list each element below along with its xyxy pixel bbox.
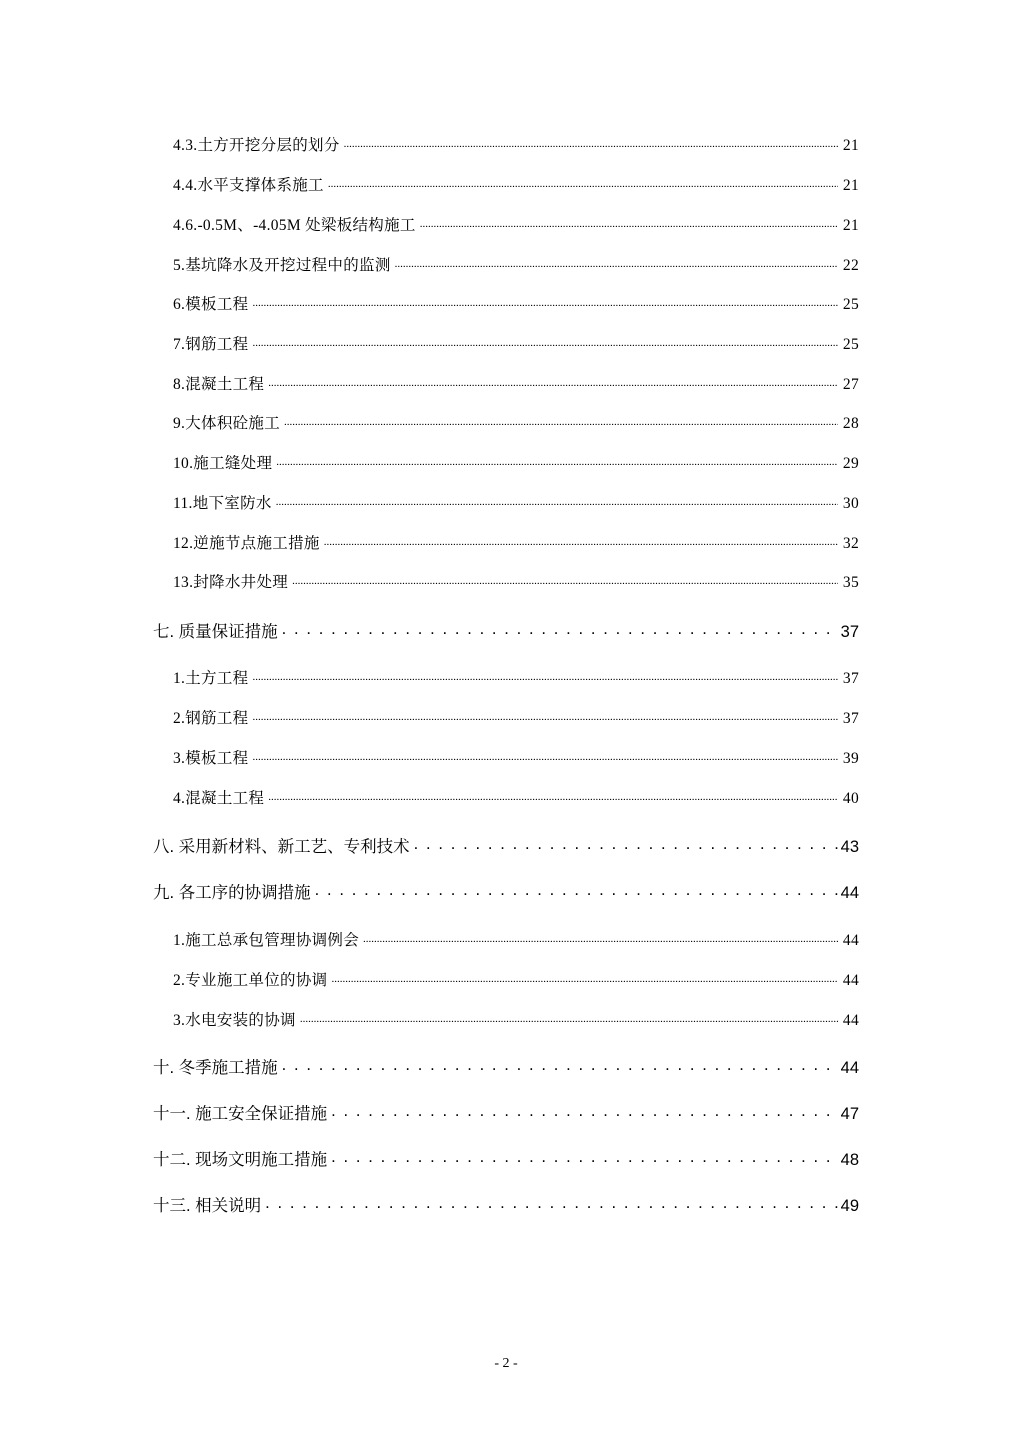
- toc-entry[interactable]: [173, 133, 859, 155]
- toc-chapter-entry[interactable]: [153, 618, 859, 642]
- toc-entry-title: 13.封降水井处理: [173, 574, 289, 592]
- toc-entry-page: 44: [840, 1059, 859, 1077]
- toc-entry[interactable]: [173, 491, 859, 513]
- toc-entry[interactable]: [173, 1008, 859, 1030]
- toc-entry-title: 10.施工缝处理: [173, 455, 273, 473]
- toc-dot-leader: [252, 746, 838, 763]
- toc-entry-page: 44: [840, 884, 859, 902]
- toc-entry-page: 32: [842, 535, 859, 553]
- toc-entry[interactable]: [173, 570, 859, 592]
- toc-entry-title: 2.专业施工单位的协调: [173, 972, 328, 990]
- toc-dot-leader: [268, 786, 838, 803]
- toc-entry-page: 37: [842, 670, 859, 688]
- toc-entry-title: 七. 质量保证措施: [153, 623, 278, 641]
- toc-dot-leader: [268, 372, 838, 389]
- toc-chapter-entry[interactable]: [153, 879, 859, 903]
- toc-entry[interactable]: [173, 451, 859, 473]
- toc-entry-title: 十二. 现场文明施工措施: [153, 1151, 328, 1169]
- toc-dot-leader: [284, 411, 838, 428]
- toc-entry[interactable]: [173, 332, 859, 354]
- toc-entry-page: 47: [840, 1105, 859, 1123]
- toc-dot-leader: [414, 834, 838, 852]
- toc-entry-title: 1.施工总承包管理协调例会: [173, 932, 360, 950]
- toc-dot-leader: [344, 133, 838, 150]
- toc-entry[interactable]: [173, 706, 859, 728]
- toc-dot-leader: [282, 619, 838, 637]
- toc-dot-leader: [395, 253, 838, 270]
- toc-entry-title: 6.模板工程: [173, 296, 249, 314]
- toc-entry-title: 4.混凝土工程: [173, 790, 265, 808]
- toc-entry-title: 八. 采用新材料、新工艺、专利技术: [153, 838, 410, 856]
- toc-entry-page: 27: [842, 376, 859, 394]
- toc-entry-page: 44: [842, 972, 859, 990]
- toc-entry-title: 9.大体积砼施工: [173, 415, 281, 433]
- toc-chapter-entry[interactable]: [153, 1100, 859, 1124]
- toc-dot-leader: [276, 451, 838, 468]
- toc-entry-page: 44: [842, 1012, 859, 1030]
- toc-dot-leader: [363, 928, 838, 945]
- toc-chapter-entry[interactable]: [153, 1192, 859, 1216]
- toc-entry[interactable]: [173, 253, 859, 275]
- toc-entry-page: 40: [842, 790, 859, 808]
- toc-entry-title: 3.模板工程: [173, 750, 249, 768]
- toc-entry-page: 35: [842, 574, 859, 592]
- toc-entry-page: 25: [842, 296, 859, 314]
- toc-entry-page: 29: [842, 455, 859, 473]
- toc-dot-leader: [252, 332, 838, 349]
- toc-entry-title: 3.水电安装的协调: [173, 1012, 296, 1030]
- page-number: - 2 -: [494, 1356, 518, 1371]
- toc-dot-leader: [300, 1008, 838, 1025]
- toc-entry-page: 39: [842, 750, 859, 768]
- toc-entry[interactable]: [173, 292, 859, 314]
- toc-entry-page: 25: [842, 336, 859, 354]
- toc-entry[interactable]: [173, 213, 859, 235]
- toc-entry-title: 11.地下室防水: [173, 495, 272, 513]
- toc-entry-title: 2.钢筋工程: [173, 710, 249, 728]
- toc-chapter-entry[interactable]: [153, 1054, 859, 1078]
- toc-entry-title: 5.基坑降水及开挖过程中的监测: [173, 257, 391, 275]
- toc-entry[interactable]: [173, 968, 859, 990]
- toc-entry-page: 44: [842, 932, 859, 950]
- toc-entry-page: 48: [840, 1151, 859, 1169]
- toc-dot-leader: [331, 1101, 837, 1119]
- toc-entry-page: 21: [842, 217, 859, 235]
- toc-entry-page: 28: [842, 415, 859, 433]
- toc-entry-page: 22: [842, 257, 859, 275]
- toc-dot-leader: [292, 570, 838, 587]
- toc-dot-leader: [252, 292, 838, 309]
- toc-entry-title: 九. 各工序的协调措施: [153, 884, 311, 902]
- toc-entry-title: 4.4.水平支撑体系施工: [173, 177, 324, 195]
- toc-entry-title: 1.土方工程: [173, 670, 249, 688]
- toc-dot-leader: [328, 173, 838, 190]
- toc-entry-page: 49: [840, 1197, 859, 1215]
- toc-entry[interactable]: [173, 372, 859, 394]
- toc-entry-title: 十三. 相关说明: [153, 1197, 262, 1215]
- toc-dot-leader: [324, 531, 838, 548]
- toc-entry[interactable]: [173, 666, 859, 688]
- toc-entry-title: 4.3.土方开挖分层的划分: [173, 137, 340, 155]
- toc-entry-title: 十. 冬季施工措施: [153, 1059, 278, 1077]
- toc-dot-leader: [265, 1193, 837, 1211]
- toc-entry-page: 21: [842, 177, 859, 195]
- toc-dot-leader: [331, 968, 838, 985]
- toc-entry-page: 43: [840, 838, 859, 856]
- toc-entry[interactable]: [173, 173, 859, 195]
- toc-dot-leader: [252, 666, 838, 683]
- toc-chapter-entry[interactable]: [153, 1146, 859, 1170]
- toc-entry[interactable]: [173, 411, 859, 433]
- toc-entry[interactable]: [173, 786, 859, 808]
- toc-entry-page: 37: [840, 623, 859, 641]
- toc-dot-leader: [315, 880, 838, 898]
- toc-dot-leader: [252, 706, 838, 723]
- toc-entry-page: 37: [842, 710, 859, 728]
- toc-entry-page: 21: [842, 137, 859, 155]
- toc-entry[interactable]: [173, 531, 859, 553]
- toc-entry-title: 8.混凝土工程: [173, 376, 265, 394]
- toc-entry-title: 十一. 施工安全保证措施: [153, 1105, 328, 1123]
- toc-entry[interactable]: [173, 928, 859, 950]
- toc-entry-title: 4.6.-0.5M、-4.05M 处梁板结构施工: [173, 217, 416, 235]
- toc-chapter-entry[interactable]: [153, 833, 859, 857]
- toc-entry[interactable]: [173, 746, 859, 768]
- toc-entry-page: 30: [842, 495, 859, 513]
- toc-entry-title: 12.逆施节点施工措施: [173, 535, 320, 553]
- toc-dot-leader: [282, 1055, 838, 1073]
- toc-dot-leader: [331, 1147, 837, 1165]
- toc-dot-leader: [276, 491, 838, 508]
- toc-entry-title: 7.钢筋工程: [173, 336, 249, 354]
- toc-dot-leader: [420, 213, 838, 230]
